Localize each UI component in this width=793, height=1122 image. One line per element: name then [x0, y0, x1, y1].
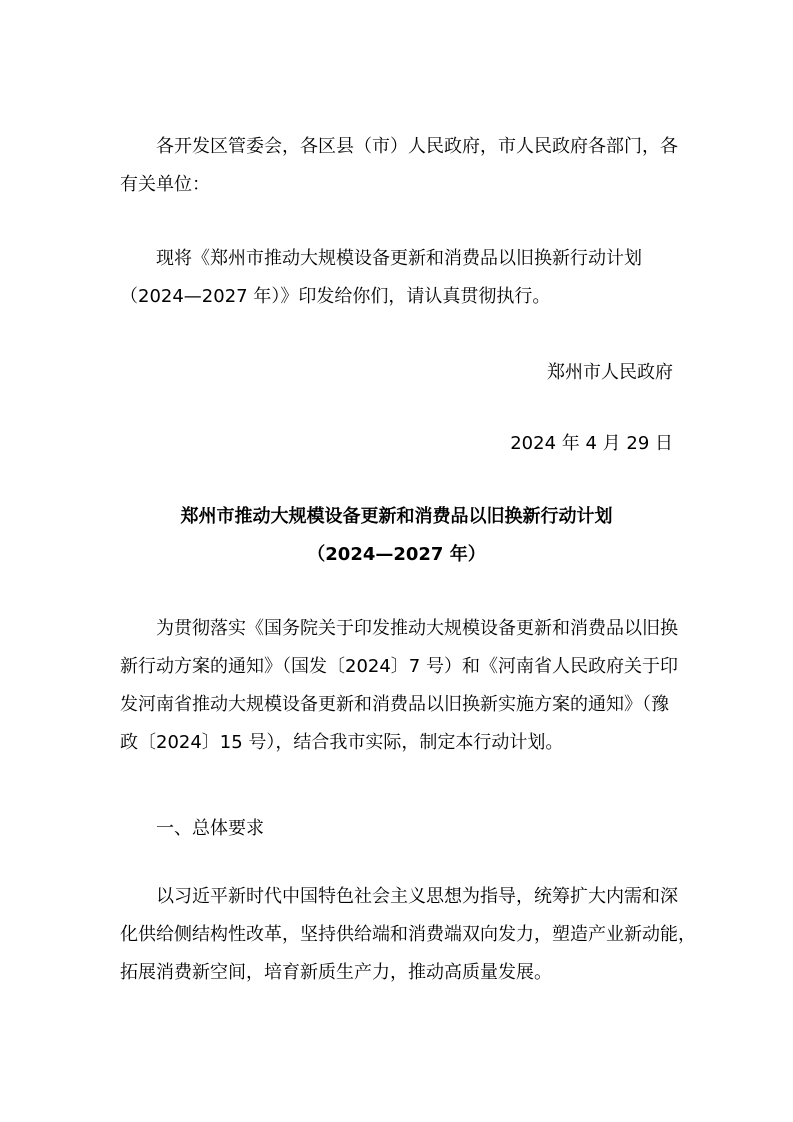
notice-line-2: （2024—2027 年）》印发给你们，请认真贯彻执行。	[120, 286, 551, 307]
section-heading: 一、总体要求	[156, 818, 264, 839]
plan-title-line-1: 郑州市推动大规模设备更新和消费品以旧换新行动计划	[180, 506, 613, 527]
intro-line-3: 发河南省推动大规模设备更新和消费品以旧换新实施方案的通知》（豫	[120, 694, 669, 715]
salutation-paragraph	[120, 128, 678, 204]
section-1-line-1: 以习近平新时代中国特色社会主义思想为指导，统筹扩大内需和深	[156, 886, 678, 907]
plan-title-line-2: （2024—2027 年）	[307, 544, 486, 565]
signature-date	[120, 425, 673, 463]
notice-paragraph	[120, 240, 673, 316]
section-1-paragraph	[120, 878, 696, 992]
plan-title	[120, 498, 673, 574]
issuer-name: 郑州市人民政府	[547, 362, 673, 383]
intro-line-2: 新行动方案的通知》（国发〔2024〕7 号）和《河南省人民政府关于印	[120, 656, 678, 677]
salutation-line-2: 有关单位：	[120, 174, 210, 195]
intro-line-4: 政〔2024〕15 号），结合我市实际，制定本行动计划。	[120, 732, 564, 753]
section-1-line-2: 化供给侧结构性改革，坚持供给端和消费端双向发力，塑造产业新动能，	[120, 924, 696, 945]
notice-line-1: 现将《郑州市推动大规模设备更新和消费品以旧换新行动计划	[156, 248, 642, 269]
section-1-heading	[120, 810, 673, 848]
intro-line-1: 为贯彻落实《国务院关于印发推动大规模设备更新和消费品以旧换	[156, 618, 678, 639]
section-1-line-3: 拓展消费新空间，培育新质生产力，推动高质量发展。	[120, 962, 552, 983]
intro-paragraph	[120, 610, 678, 762]
issue-date: 2024 年 4 月 29 日	[510, 433, 673, 454]
signature-issuer	[120, 354, 673, 392]
salutation-line-1: 各开发区管委会，各区县（市）人民政府，市人民政府各部门，各	[156, 136, 678, 157]
